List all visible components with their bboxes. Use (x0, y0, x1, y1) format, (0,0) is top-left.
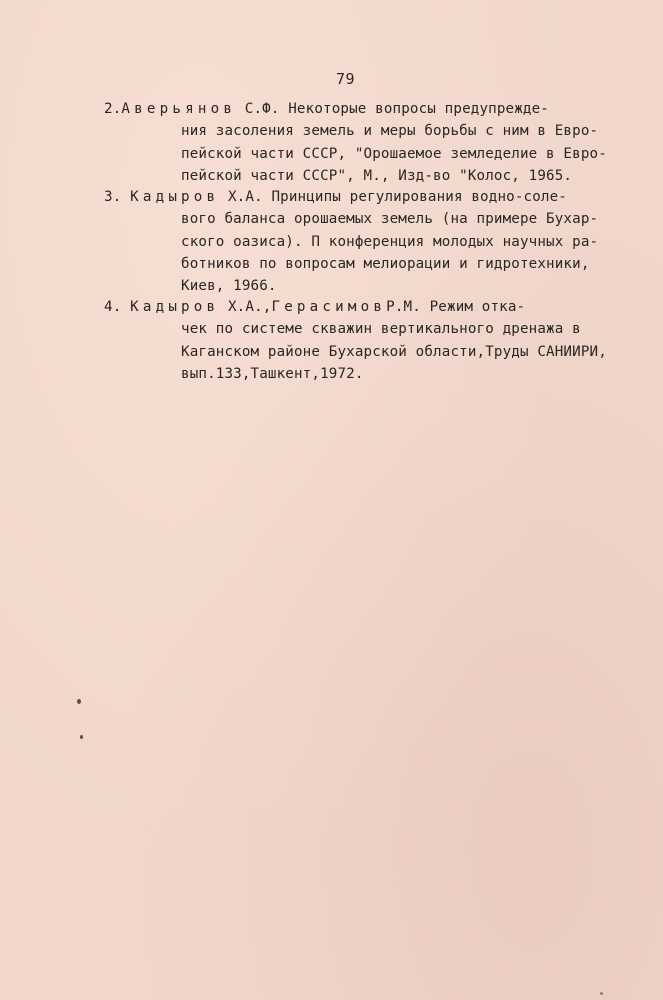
reference-line: пейской части СССР, "Орошаемое земледелие в Евро- (181, 145, 607, 162)
reference-line: ния засоления земель и меры борьбы с ним в Евро- (181, 123, 599, 140)
reference-line: вого баланса орошаемых земель (на примере Бухар- (181, 211, 599, 228)
reference-entry-3 (104, 186, 604, 297)
reference-line: пейской части СССР", М., Изд-во "Колос, 1965. (181, 167, 573, 184)
reference-first-line (104, 186, 604, 208)
reference-line: ского оазиса). П конференция молодых научных ра- (181, 233, 599, 250)
paper-speck (80, 735, 83, 739)
reference-author: Кадыров (130, 299, 220, 315)
reference-author-initials: С.Ф. (236, 101, 280, 117)
page-number: 79 (336, 70, 356, 88)
reference-coauthor-initials: Р.М. (386, 299, 421, 315)
reference-title-start: Режим отка- (420, 299, 526, 315)
reference-title-start: Некоторые вопросы предупрежде- (279, 101, 549, 117)
reference-title-start: Принципы регулирования водно-соле- (262, 189, 567, 205)
reference-line: Киев, 1966. (181, 278, 277, 295)
reference-line: ботников по вопросам мелиорации и гидротехники, (181, 255, 590, 272)
reference-author-initials: Х.А. (219, 189, 263, 205)
reference-entry-2 (104, 98, 607, 187)
reference-first-line (104, 98, 604, 120)
reference-entry-4 (104, 296, 607, 385)
reference-first-line (104, 296, 604, 318)
reference-line: Каганском районе Бухарской области,Труды САНИИРИ, (181, 343, 607, 360)
reference-author-initials: Х.А., (219, 299, 272, 315)
paper-speck (600, 992, 603, 995)
reference-number: 2. (104, 101, 122, 117)
reference-line: вып.133,Ташкент,1972. (181, 365, 364, 382)
reference-line: чек по системе скважин вертикального дренажа в (181, 321, 581, 338)
reference-number: 4. (104, 299, 122, 315)
reference-author: Кадыров (130, 189, 220, 205)
reference-author: Аверьянов (121, 101, 237, 117)
reference-coauthor: Герасимов (271, 299, 387, 315)
paper-speck (77, 699, 81, 704)
reference-number: 3. (104, 189, 122, 205)
